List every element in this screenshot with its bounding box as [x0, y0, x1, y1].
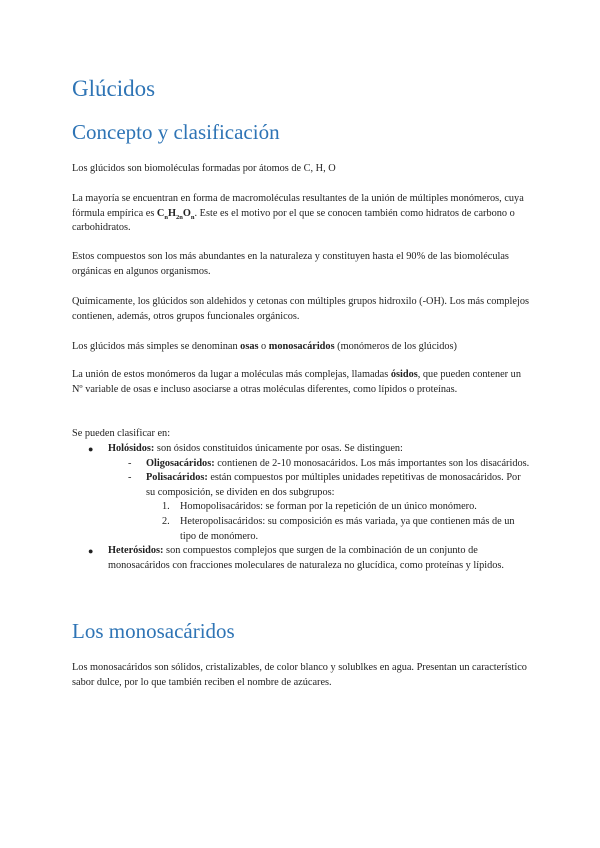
list-item-polisacaridos: - Polisacáridos: están compuestos por múltiples unidades repetitivas de monosacáridos. Por su composición, se dividen en dos subgrupos: — [128, 472, 521, 498]
section-heading-monosacaridos: Los monosacáridos — [72, 619, 235, 643]
empirical-formula: $C_nH_{2n}O_n$ — [156, 207, 195, 221]
paragraph-clasificar: Se pueden clasificar en: — [72, 428, 171, 439]
classification-list — [72, 442, 532, 573]
bullet-icon: ● — [88, 546, 94, 557]
bullet-icon: ● — [88, 444, 94, 454]
paragraph-osas: Los glúcidos más simples se denominan osas o monosacáridos (monómeros de los glúcidos) — [72, 341, 457, 352]
paragraph-formula: La mayoría se encuentran en forma de macromoléculas resultantes de la unión de múltiples monómeros, cuya fórmula empírica es $C_nH_{2n}O_n$. Este es el motivo por el que se conocen también como hidratos de carbono o carbohidratos. — [72, 193, 524, 234]
list-item-heteropolisacaridos: 2. Heteropolisacáridos: su composición es más variada, ya que contienen más de un tipo de monómero. — [162, 515, 515, 542]
dash-icon: - — [128, 457, 132, 469]
list-item-heterosidos: ● Heterósidos: son compuestos complejos que surgen de la combinación de un conjunto de monosacáridos con fracciones moleculares de naturaleza no glucídica, como proteínas y lípidos. — [88, 545, 505, 571]
dash-icon: - — [128, 472, 132, 484]
paragraph-definition: Los glúcidos son biomoléculas formadas por átomos de C, H, O — [72, 163, 336, 174]
page-title: Glúcidos — [72, 76, 156, 101]
paragraph-monosacaridos: Los monosacáridos son sólidos, cristalizables, de color blanco y solublkes en agua. Presentan un característico sabor dulce, por lo que también reciben el nombre de azúcares. — [72, 662, 527, 688]
paragraph-abundance: Estos compuestos son los más abundantes en la naturaleza y constituyen hasta el 90% de las biomoléculas orgánicas en algunos organismos. — [72, 251, 509, 277]
list-item-oligosacaridos: - Oligosacáridos: contienen de 2-10 monosacáridos. Los más importantes son los disacáridos. — [128, 457, 532, 472]
section-heading-concepto: Concepto y clasificación — [72, 120, 280, 144]
paragraph-chemistry: Químicamente, los glúcidos son aldehidos y cetonas con múltiples grupos hidroxilo (-OH). Los más complejos contienen, además, otros grupos funcionales orgánicos. — [72, 296, 529, 322]
list-item-homopolisacaridos: 1. Homopolisacáridos: se forman por la repetición de un único monómero. — [162, 501, 477, 513]
list-item-holosidos: ● Holósidos: son ósidos constituidos únicamente por osas. Se distinguen: — [72, 442, 532, 457]
paragraph-osidos: La unión de estos monómeros da lugar a moléculas más complejas, llamadas ósidos, que pueden contener un Nº variable de osas e incluso asociarse a otras moléculas diferentes, como lípidos o proteínas. — [72, 369, 521, 395]
